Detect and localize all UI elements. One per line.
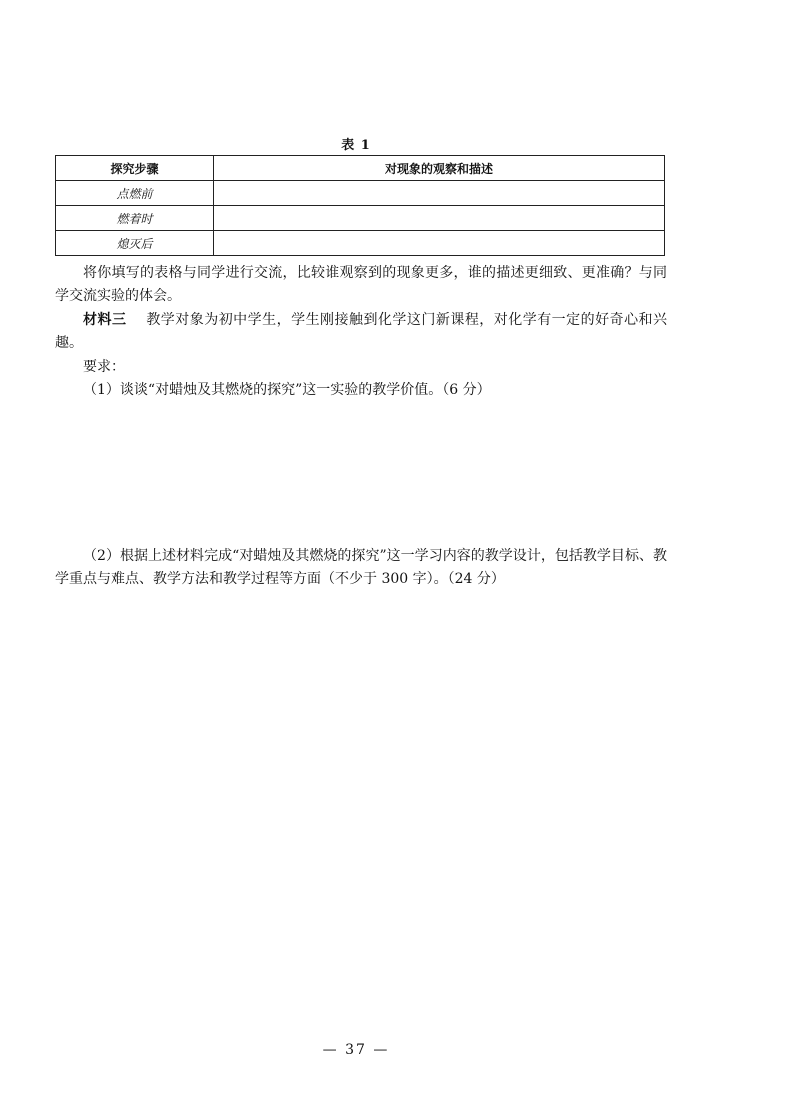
observation-cell (214, 231, 665, 256)
question-1: （1）谈谈“对蜡烛及其燃烧的探究”这一实验的教学价值。（6 分） (83, 382, 491, 398)
observation-cell (214, 206, 665, 231)
table-row (56, 206, 665, 231)
exchange-paragraph: 将你填写的表格与同学进行交流，比较谁观察到的现象更多，谁的描述更细致、更准确？与同学交流实验的体会。 (55, 265, 667, 304)
material3-paragraph (55, 309, 667, 355)
step-cell: 点燃前 (56, 181, 214, 206)
question-2: （2）根据上述材料完成“对蜡烛及其燃烧的探究”这一学习内容的教学设计，包括教学目标、教学重点与难点、教学方法和教学过程等方面（不少于 300 字）。（24 分） (55, 548, 667, 587)
step-cell: 熄灭后 (56, 231, 214, 256)
header-step: 探究步骤 (56, 156, 214, 181)
step-cell: 燃着时 (56, 206, 214, 231)
requirement-label: 要求： (83, 359, 125, 375)
header-observation: 对现象的观察和描述 (214, 156, 665, 181)
table-header-row (56, 156, 665, 181)
table-caption: 表 1 (341, 138, 371, 153)
observation-cell (214, 181, 665, 206)
table-row (56, 181, 665, 206)
material3-label: 材料三 (83, 312, 127, 328)
page-number: — 37 — (322, 1042, 390, 1058)
material3-text: 教学对象为初中学生，学生刚接触到化学这门新课程，对化学有一定的好奇心和兴趣。 (55, 312, 668, 351)
observation-table (55, 155, 665, 256)
table-row (56, 231, 665, 256)
